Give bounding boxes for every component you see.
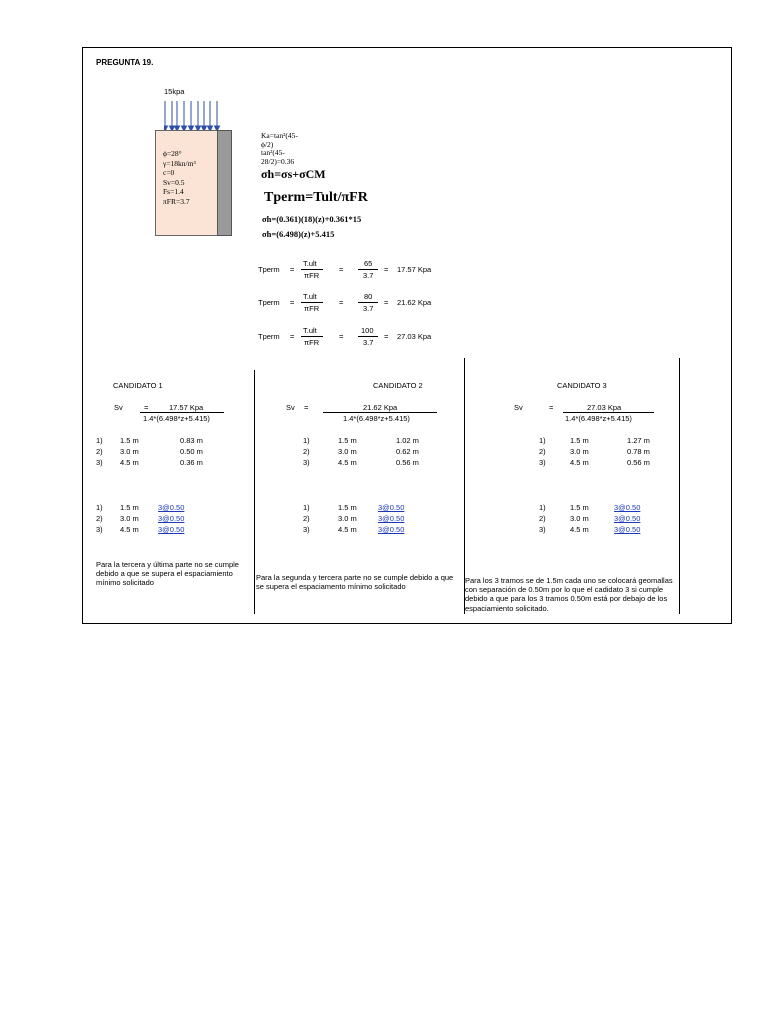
tperm-equation: Tperm=Tult/πFR [264,190,368,205]
sigma-h-equation-1: σh=(0.361)(18)(z)+0.361*15 [262,214,362,224]
wall-facing [217,130,232,236]
column-divider [254,370,255,614]
soil-block [155,130,218,236]
spacing-link[interactable]: 3@0.50 [158,503,185,512]
soil-parameters: ϕ=28° γ=18kn/m³ c=0 Sv=0.5 Fs=1.4 πFR=3.7 [163,149,196,206]
spacing-link[interactable]: 3@0.50 [378,503,405,512]
conclusion-note: Para la tercera y última parte no se cumple debido a que se supera el espaciamiento mínimo solicitado [96,560,239,588]
load-arrows [164,101,224,131]
candidate-title: CANDIDATO 1 [113,381,163,390]
column-divider [679,358,680,614]
spacing-link[interactable]: 3@0.50 [158,525,185,534]
question-title: PREGUNTA 19. [96,58,154,67]
candidate-title: CANDIDATO 2 [373,381,423,390]
sigma-h-equation-2: σh=(6.498)(z)+5.415 [262,229,335,239]
sigma-equation: σh=σs+σCM [261,167,326,181]
spacing-link[interactable]: 3@0.50 [614,525,641,534]
load-label: 15kpa [164,87,185,96]
spacing-link[interactable]: 3@0.50 [378,525,405,534]
conclusion-note: Para la segunda y tercera parte no se cumple debido a que se supera el espaciamento mínimo solicitado [256,573,454,592]
candidate-title: CANDIDATO 3 [557,381,607,390]
spacing-link[interactable]: 3@0.50 [614,514,641,523]
spacing-link[interactable]: 3@0.50 [378,514,405,523]
conclusion-note: Para los 3 tramos se de 1.5m cada uno se colocará geomallas con separación de 0.50m por lo que el cadidato 3 si cumple debido a que para los 3 tramos 0.50m está por debajo de los espaciamiento solicitado. [465,576,673,613]
spacing-link[interactable]: 3@0.50 [158,514,185,523]
spacing-link[interactable]: 3@0.50 [614,503,641,512]
ka-equation: Ka=tan²(45- ϕ/2) tan²(45- 28/2)=0.36 [261,131,298,166]
